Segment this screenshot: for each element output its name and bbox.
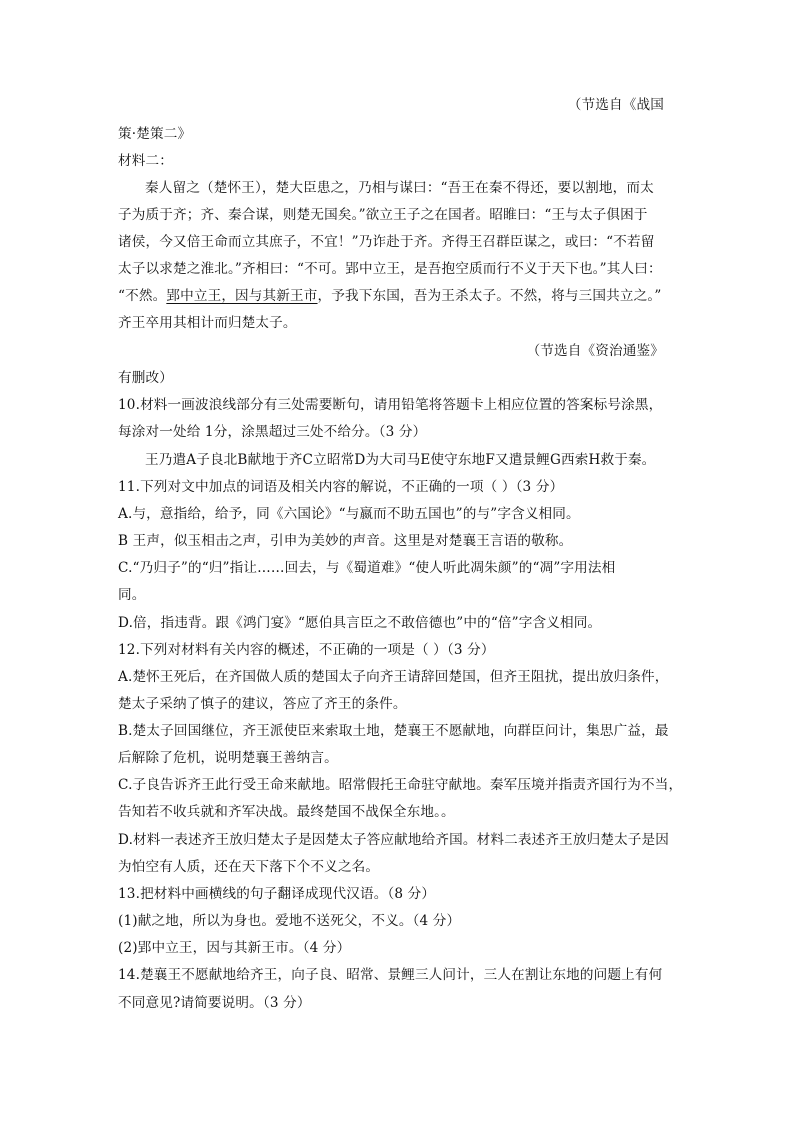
q10-stem-line2: 每涂对一处给 1分，涂黑超过三处不给分。（3 分）: [118, 424, 427, 440]
source2-citation-line1: （节选自《资治通鉴》: [526, 343, 664, 359]
passage-line: [118, 286, 682, 306]
passage-line: 秦人留之（楚怀王），楚大臣患之，乃相与谋曰：“吾王在秦不得还，要以割地，而太: [145, 180, 654, 196]
q12-option-b-cont: 后解除了危机，说明楚襄王善纳言。: [118, 750, 338, 766]
underlined-sentence: 郢中立王，因与其新王市: [166, 288, 318, 304]
passage-line: 诸侯，今又倍王命而立其庶子，不宜！”乃诈赴于齐。齐得王召群臣谋之，或曰：“不若留: [118, 234, 655, 250]
q12-option-b: B.楚太子回国继位，齐王派使臣来索取土地，楚襄王不愿献地，向群臣问计，集思广益，最: [118, 723, 669, 739]
q11-option-b: B 王声，似玉相击之声，引申为美妙的声音。这里是对楚襄王言语的敬称。: [118, 533, 573, 549]
passage-text: “不然。: [118, 288, 167, 304]
q10-stem-line1: 10.材料一画波浪线部分有三处需要断句，请用铅笔将答题卡上相应位置的答案标号涂黑，: [118, 397, 663, 413]
source1-citation-line1: （节选自《战国: [567, 97, 664, 113]
q11-option-c-cont: 同。: [118, 587, 146, 603]
q12-stem: 12.下列对材料有关内容的概述，不正确的一项是（ ）（3 分）: [118, 642, 495, 658]
q10-sentence: 王乃遣A子良北B献地于齐C立昭常D为大司马E使守东地F又遣景鲤G西索H救于秦。: [145, 452, 656, 468]
q11-stem: 11.下列对文中加点的词语及相关内容的解说，不正确的一项（ ）（3 分）: [118, 479, 564, 495]
q14-stem-line2: 不同意见?请简要说明。（3 分）: [118, 995, 311, 1011]
q13-sentence-1: (1)献之地，所以为身也。爱地不送死父，不义。（4 分）: [118, 913, 461, 929]
q12-option-d: D.材料一表述齐王放归楚太子是因楚太子答应献地给齐国。材料二表述齐王放归楚太子是因: [118, 832, 670, 848]
q13-stem: 13.把材料中画横线的句子翻译成现代汉语。（8 分）: [118, 886, 436, 902]
passage-text: ，予我下东国，吾为王杀太子。不然，将与三国共立之。”: [317, 288, 662, 304]
q12-option-c-cont: 告知若不收兵就和齐军决战。最终楚国不战保全东地。。: [118, 804, 455, 820]
q12-option-a-cont: 楚太子采纳了慎子的建议，答应了齐王的条件。: [118, 696, 407, 712]
q14-stem-line1: 14.楚襄王不愿献地给齐王，向子良、昭常、景鲤三人问计，三人在割让东地的问题上有何: [118, 967, 663, 983]
q11-option-d: D.倍，指违背。跟《鸿门宴》“愿伯具言臣之不敢倍德也”中的“倍”字含义相同。: [118, 615, 602, 631]
source1-citation-line2: 策·楚策二》: [118, 126, 192, 142]
source2-citation-line2: 有删改）: [118, 370, 173, 386]
q12-option-a: A.楚怀王死后，在齐国做人质的楚国太子向齐王请辞回楚国，但齐王阻扰，提出放归条件，: [118, 669, 669, 685]
q12-option-c: C.子良告诉齐王此行受王命来献地。昭常假托王命驻守献地。秦军压境并指责齐国行为不当，: [118, 777, 683, 793]
material2-heading: 材料二：: [118, 153, 173, 169]
q11-option-a: A.与，意指给，给予，同《六国论》“与嬴而不助五国也”的与”字含义相同。: [118, 506, 580, 522]
q12-option-d-cont: 为怕空有人质，还在天下落下个不义之名。: [118, 859, 380, 875]
passage-line: 子为质于齐；齐、秦合谋，则楚无国矣。”欲立王子之在国者。昭睢曰：“王与太子俱困于: [118, 207, 648, 223]
q13-sentence-2: (2)郢中立王，因与其新王市。（4 分）: [118, 940, 351, 956]
q11-option-c: C.“乃归子”的“归”指让……回去，与《蜀道难》“使人听此凋朱颜”的“凋”字用法相: [118, 560, 616, 576]
passage-line: 齐王卒用其相计而归楚太子。: [118, 315, 297, 331]
passage-line: 太子以求楚之淮北。”齐相曰：“不可。郢中立王，是吾抱空质而行不义于天下也。”其人曰：: [118, 261, 662, 277]
